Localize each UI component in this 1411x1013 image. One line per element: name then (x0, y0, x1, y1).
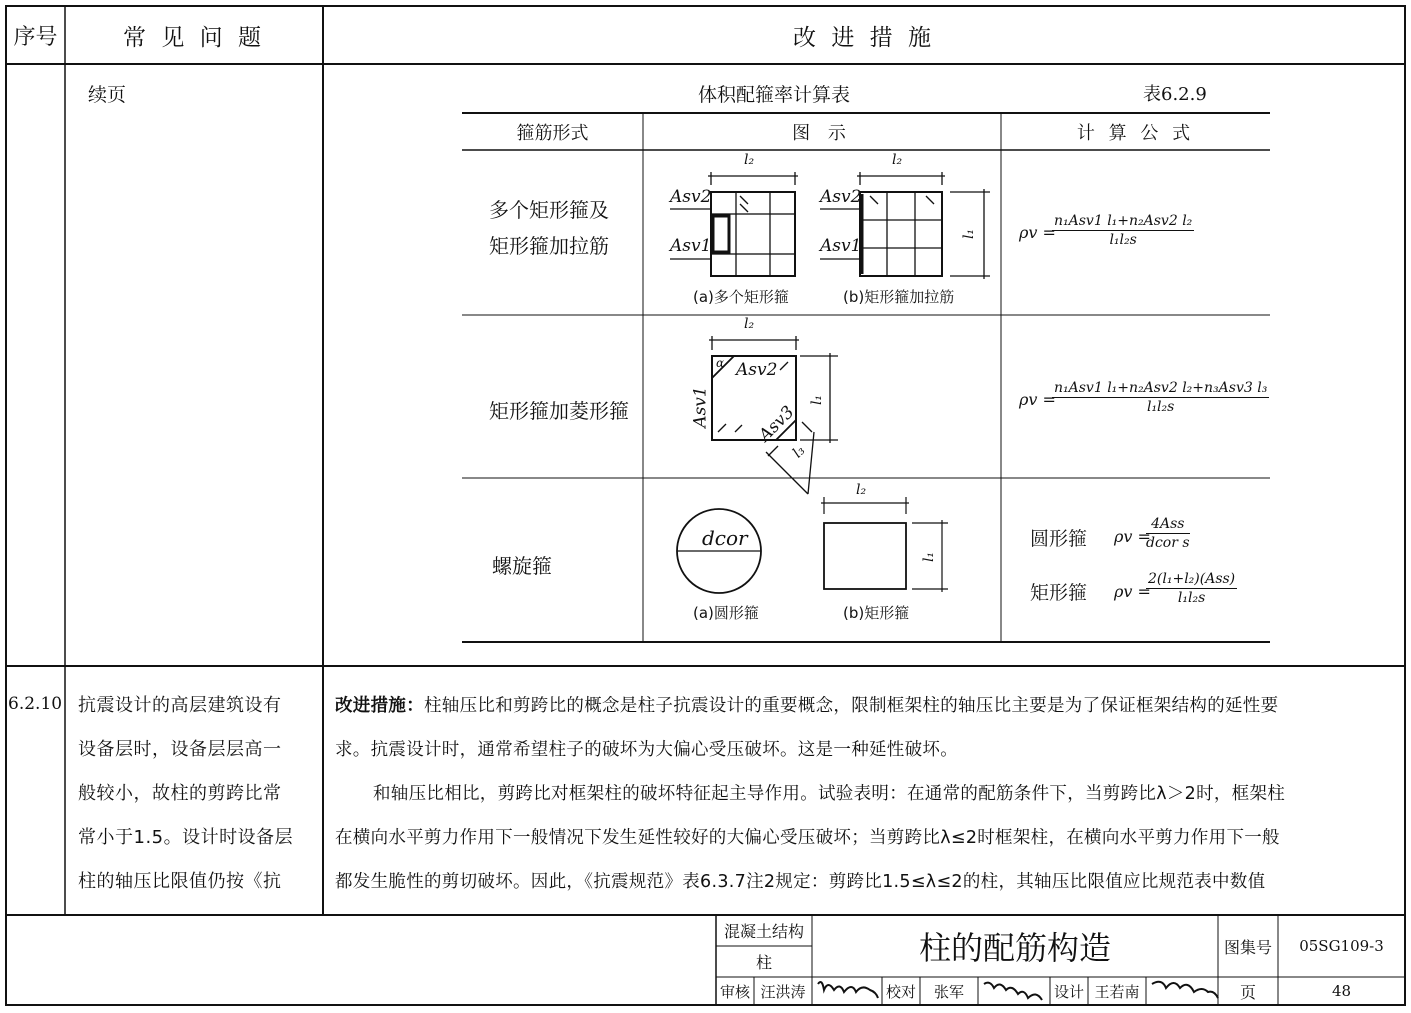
footer-category1: 混凝土结构 (723, 922, 804, 941)
formula2-denominator: l₁l₂s (1146, 399, 1175, 415)
label-l2-c: l₂ (744, 316, 755, 332)
label-l3-c: l₃ (789, 442, 809, 462)
table-header-formula: 计 算 公 式 (1076, 122, 1195, 144)
formula-circle-label: 圆形箍 (1030, 528, 1088, 550)
formula2-fraction (1052, 380, 1269, 415)
formula2-lhs: ρv = (1019, 390, 1056, 409)
label-asv2-a: Asv2 (670, 187, 712, 207)
formula-circle-denominator: dcor s (1146, 535, 1190, 551)
formula-circle-fraction (1146, 516, 1190, 551)
footer-reviewer: 汪洪涛 (760, 982, 806, 1001)
formula2-numerator: n₁Asv1 l₁+n₂Asv2 l₂+n₃Asv3 l₃ (1054, 380, 1268, 396)
label-asv1-a: Asv1 (670, 236, 712, 256)
header-col-problem: 常 见 问 题 (123, 24, 265, 51)
caption-rect-with-ties: (b)矩形箍加拉筋 (843, 288, 955, 306)
row2-measure (335, 684, 1401, 904)
footer-design-label: 设计 (1053, 982, 1084, 1001)
measure-lead: 改进措施： (335, 696, 424, 716)
formula1-lhs: ρv = (1019, 223, 1056, 242)
caption-multi-rect: (a)多个矩形箍 (693, 288, 789, 306)
header-col-no: 序号 (13, 24, 58, 50)
problem-line: 常小于1.5。设计时设备层 (78, 827, 294, 848)
footer-check-label: 校对 (885, 982, 916, 1001)
problem-line: 柱的轴压比限值仍按《抗 (78, 871, 282, 892)
formula-rect-label: 矩形箍 (1030, 582, 1088, 604)
label-l2-a: l₂ (744, 152, 755, 168)
caption-rect-hoop: (b)矩形箍 (843, 604, 910, 622)
label-l1-c: l₁ (809, 394, 826, 406)
measure-line: 求。抗震设计时，通常希望柱子的破坏为大偏心受压破坏。这是一种延性破坏。 (335, 740, 958, 760)
footer-designer: 王若南 (1094, 982, 1140, 1001)
hoop-type-spiral: 螺旋箍 (492, 554, 552, 578)
measure-line: 在横向水平剪力作用下一般情况下发生延性较好的大偏心受压破坏；当剪跨比λ≤2时框架柱，在横向水平剪力作用下一般 (335, 828, 1280, 848)
label-dcor: dcor (702, 526, 748, 550)
formula-circle-lhs: ρv = (1114, 527, 1151, 546)
measure-line: 都发生脆性的剪切破坏。因此，《抗震规范》表6.3.7注2规定：剪跨比1.5≤λ≤2的柱，其轴压比限值应比规范表中数值 (335, 872, 1266, 892)
measure-line: 改进措施：柱轴压比和剪跨比的概念是柱子抗震设计的重要概念，限制框架柱的轴压比主要是为了保证框架结构的延性要 (335, 696, 1279, 716)
footer-page-no: 48 (1331, 982, 1352, 1000)
row1-problem: 续页 (88, 84, 127, 106)
formula-rect-lhs: ρv = (1114, 582, 1151, 601)
row2-problem (78, 684, 318, 904)
table-number: 表6.2.9 (1143, 84, 1207, 105)
label-asv1-b: Asv1 (820, 236, 862, 256)
footer-title: 柱的配筋构造 (918, 929, 1111, 967)
label-asv3-c: Asv3 (754, 402, 799, 446)
measure-line: 和轴压比相比，剪跨比对框架柱的破坏特征起主导作用。试验表明：在通常的配筋条件下，当剪跨比λ＞2时，框架柱 (373, 784, 1286, 804)
header-col-measure: 改 进 措 施 (793, 24, 935, 51)
problem-line: 般较小，故柱的剪跨比常 (78, 783, 282, 804)
table-title: 体积配箍率计算表 (698, 84, 851, 106)
label-alpha: α (716, 356, 725, 370)
formula-circle-numerator: 4Ass (1146, 516, 1190, 534)
footer-atlas-no: 05SG109-3 (1299, 937, 1384, 955)
formula-rect-denominator: l₁l₂s (1177, 590, 1206, 606)
label-l1-b: l₁ (961, 228, 978, 240)
problem-line: 抗震设计的高层建筑设有 (78, 695, 282, 716)
hoop-type-multi-rect: 多个矩形箍及 矩形箍加拉筋 (489, 198, 609, 258)
label-asv2-b: Asv2 (820, 187, 862, 207)
hoop-type-rect-diamond: 矩形箍加菱形箍 (489, 399, 629, 423)
footer-page-label: 页 (1239, 982, 1256, 1002)
signatures (818, 982, 1218, 1000)
formula-rect-numerator: 2(l₁+l₂)(Ass) (1148, 571, 1236, 587)
footer-atlas-label: 图集号 (1223, 937, 1272, 957)
label-l1-d: l₁ (921, 551, 938, 563)
table-header-figure: 图 示 (792, 122, 852, 144)
label-asv1-c: Asv1 (690, 386, 711, 428)
formula1-numerator: n₁Asv1 l₁+n₂Asv2 l₂ (1054, 213, 1193, 229)
table-header-type: 箍筋形式 (516, 122, 589, 144)
formula1-fraction (1052, 213, 1194, 248)
label-l2-d: l₂ (856, 482, 867, 498)
caption-circle-hoop: (a)圆形箍 (693, 604, 759, 622)
label-l2-b: l₂ (892, 152, 903, 168)
problem-line: 设备层时，设备层层高一 (78, 739, 282, 760)
label-asv2-c: Asv2 (736, 360, 778, 380)
footer-category2: 柱 (755, 953, 772, 972)
formula1-denominator: l₁l₂s (1109, 232, 1137, 248)
footer-checker: 张军 (933, 982, 964, 1001)
row2-number: 6.2.10 (8, 694, 63, 714)
formula-rect-fraction (1146, 571, 1237, 606)
footer-review-label: 审核 (719, 982, 750, 1001)
